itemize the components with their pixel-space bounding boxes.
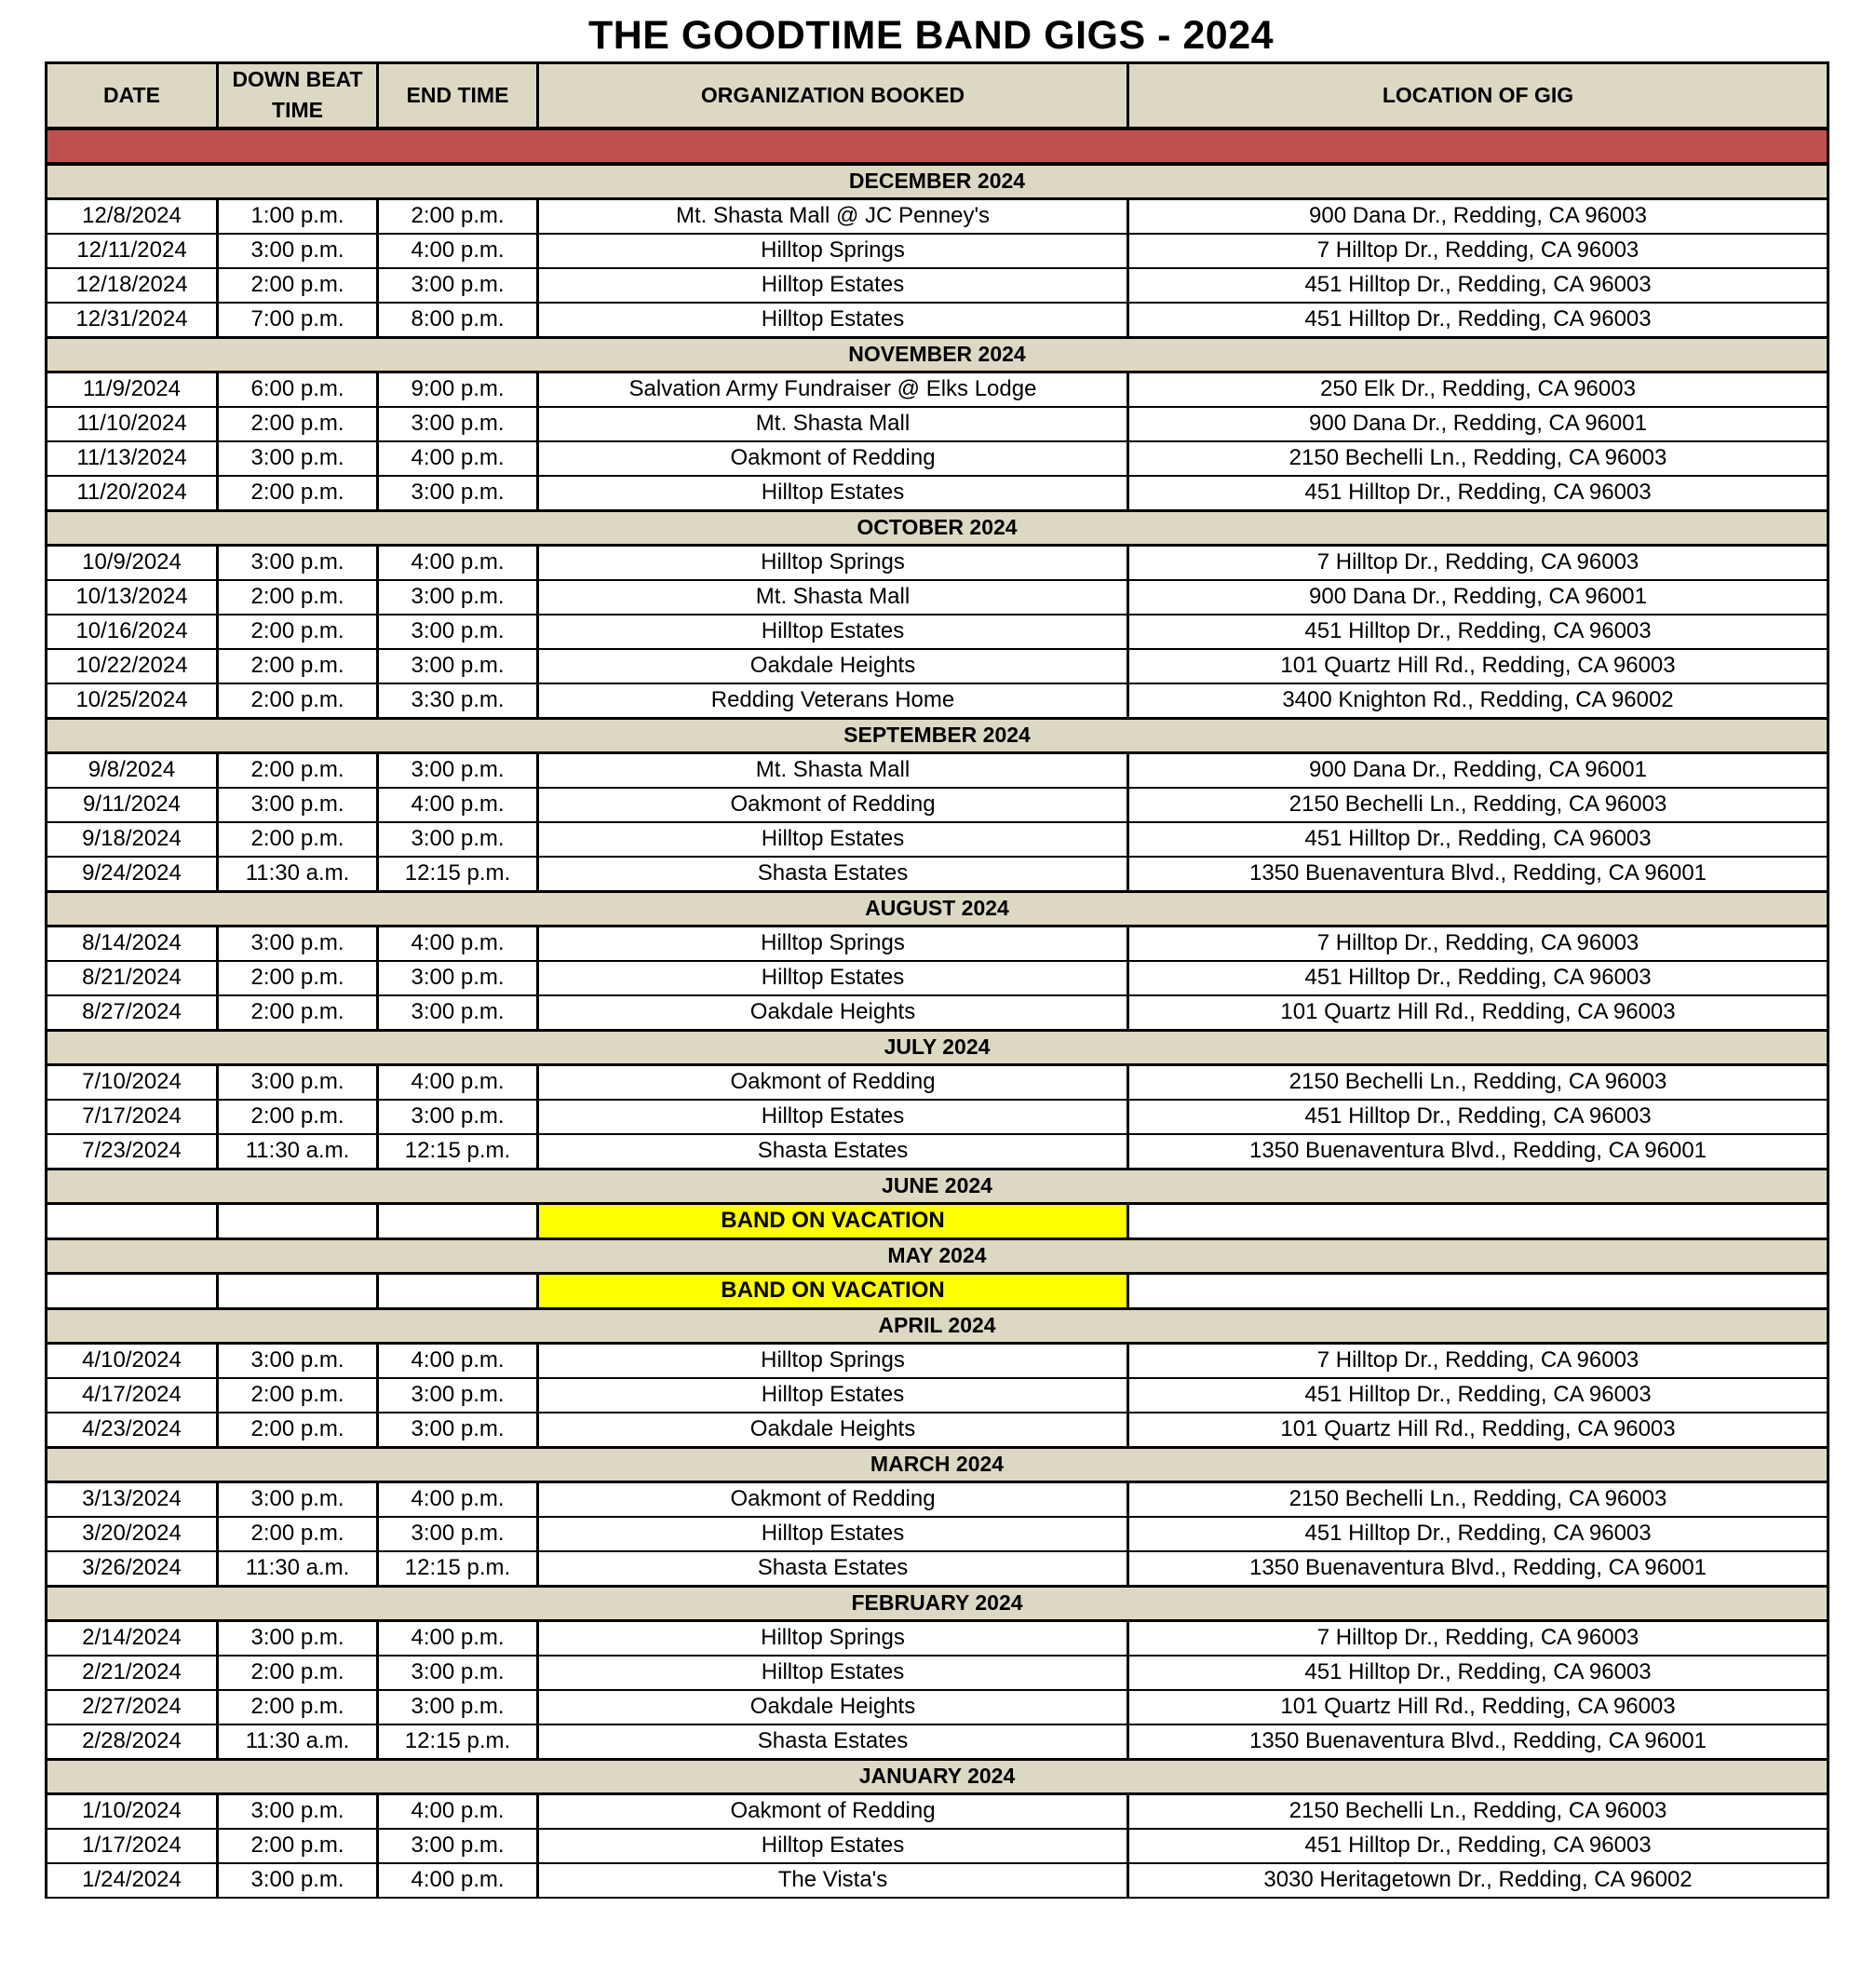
red-divider-cell	[47, 128, 1828, 164]
gig-end-time-cell: 2:00 p.m.	[378, 198, 538, 234]
gig-location-cell: 900 Dana Dr., Redding, CA 96001	[1128, 752, 1828, 788]
month-label-november-2024: NOVEMBER 2024	[47, 337, 1828, 372]
gig-date-cell: 4/10/2024	[47, 1343, 218, 1378]
gig-row	[47, 788, 1828, 822]
gig-location-cell: 451 Hilltop Dr., Redding, CA 96003	[1128, 476, 1828, 511]
gig-date-cell: 9/8/2024	[47, 752, 218, 788]
gig-end-time-cell: 3:00 p.m.	[378, 822, 538, 857]
gig-down-beat-time-cell: 11:30 a.m.	[218, 1551, 378, 1587]
gig-row	[47, 198, 1828, 234]
gig-organization-cell: Mt. Shasta Mall @ JC Penney's	[538, 198, 1128, 234]
gig-date-cell: 7/23/2024	[47, 1134, 218, 1170]
vacation-note: BAND ON VACATION	[538, 1273, 1128, 1308]
month-label-june-2024: JUNE 2024	[47, 1169, 1828, 1203]
empty-cell	[218, 1203, 378, 1238]
gig-end-time-cell: 3:00 p.m.	[378, 1413, 538, 1448]
month-label-january-2024: JANUARY 2024	[47, 1759, 1828, 1793]
gig-organization-cell: Oakdale Heights	[538, 1413, 1128, 1448]
gig-down-beat-time-cell: 2:00 p.m.	[218, 822, 378, 857]
gig-organization-cell: Shasta Estates	[538, 857, 1128, 892]
month-header-row	[47, 1447, 1828, 1481]
gig-down-beat-time-cell: 3:00 p.m.	[218, 1863, 378, 1898]
month-label-september-2024: SEPTEMBER 2024	[47, 718, 1828, 752]
gig-row	[47, 1343, 1828, 1378]
gig-organization-cell: Hilltop Springs	[538, 926, 1128, 961]
gig-end-time-cell: 3:00 p.m.	[378, 407, 538, 441]
gig-down-beat-time-cell: 2:00 p.m.	[218, 1413, 378, 1448]
gig-end-time-cell: 9:00 p.m.	[378, 372, 538, 407]
gig-location-cell: 900 Dana Dr., Redding, CA 96001	[1128, 407, 1828, 441]
month-header-row	[47, 1030, 1828, 1064]
gig-location-cell: 451 Hilltop Dr., Redding, CA 96003	[1128, 1829, 1828, 1863]
gig-organization-cell: Hilltop Estates	[538, 1378, 1128, 1413]
gig-down-beat-time-cell: 2:00 p.m.	[218, 1517, 378, 1551]
gig-date-cell: 9/24/2024	[47, 857, 218, 892]
gig-location-cell: 451 Hilltop Dr., Redding, CA 96003	[1128, 303, 1828, 338]
gig-date-cell: 10/22/2024	[47, 649, 218, 683]
gig-end-time-cell: 4:00 p.m.	[378, 441, 538, 476]
gig-location-cell: 2150 Bechelli Ln., Redding, CA 96003	[1128, 1064, 1828, 1100]
gig-end-time-cell: 3:00 p.m.	[378, 1656, 538, 1690]
month-header-row	[47, 1586, 1828, 1620]
gig-location-cell: 250 Elk Dr., Redding, CA 96003	[1128, 372, 1828, 407]
gig-date-cell: 4/17/2024	[47, 1378, 218, 1413]
gig-row	[47, 580, 1828, 615]
gig-date-cell: 8/14/2024	[47, 926, 218, 961]
gig-down-beat-time-cell: 2:00 p.m.	[218, 615, 378, 649]
gig-row	[47, 1413, 1828, 1448]
gig-organization-cell: Hilltop Springs	[538, 1343, 1128, 1378]
gig-row	[47, 1620, 1828, 1656]
gig-row	[47, 649, 1828, 683]
month-label-july-2024: JULY 2024	[47, 1030, 1828, 1064]
gig-end-time-cell: 4:00 p.m.	[378, 1481, 538, 1517]
gig-date-cell: 8/27/2024	[47, 995, 218, 1031]
gig-date-cell: 10/13/2024	[47, 580, 218, 615]
gig-row	[47, 995, 1828, 1031]
gig-date-cell: 2/21/2024	[47, 1656, 218, 1690]
gigs-table	[45, 61, 1829, 1899]
gig-location-cell: 3400 Knighton Rd., Redding, CA 96002	[1128, 683, 1828, 719]
month-header-row	[47, 337, 1828, 372]
gig-date-cell: 2/28/2024	[47, 1724, 218, 1760]
gig-date-cell: 7/10/2024	[47, 1064, 218, 1100]
gig-row	[47, 752, 1828, 788]
gig-row	[47, 615, 1828, 649]
gig-down-beat-time-cell: 2:00 p.m.	[218, 1378, 378, 1413]
header-down-beat-time: DOWN BEAT TIME	[218, 63, 378, 128]
gig-date-cell: 10/25/2024	[47, 683, 218, 719]
gig-down-beat-time-cell: 3:00 p.m.	[218, 1793, 378, 1829]
gig-organization-cell: Hilltop Estates	[538, 476, 1128, 511]
gig-location-cell: 1350 Buenaventura Blvd., Redding, CA 96001	[1128, 1134, 1828, 1170]
gig-location-cell: 2150 Bechelli Ln., Redding, CA 96003	[1128, 1481, 1828, 1517]
gig-down-beat-time-cell: 3:00 p.m.	[218, 1343, 378, 1378]
gig-organization-cell: Mt. Shasta Mall	[538, 752, 1128, 788]
gig-end-time-cell: 4:00 p.m.	[378, 545, 538, 580]
month-label-may-2024: MAY 2024	[47, 1238, 1828, 1273]
gig-date-cell: 12/18/2024	[47, 268, 218, 303]
gig-end-time-cell: 4:00 p.m.	[378, 1863, 538, 1898]
gig-down-beat-time-cell: 2:00 p.m.	[218, 476, 378, 511]
month-label-october-2024: OCTOBER 2024	[47, 510, 1828, 545]
vacation-row	[47, 1203, 1828, 1238]
gig-row	[47, 1724, 1828, 1760]
gig-end-time-cell: 4:00 p.m.	[378, 1064, 538, 1100]
gig-organization-cell: Hilltop Estates	[538, 1829, 1128, 1863]
gig-end-time-cell: 4:00 p.m.	[378, 1343, 538, 1378]
gig-organization-cell: Oakmont of Redding	[538, 1793, 1128, 1829]
header-end-time: END TIME	[378, 63, 538, 128]
gig-organization-cell: Redding Veterans Home	[538, 683, 1128, 719]
gig-down-beat-time-cell: 3:00 p.m.	[218, 1064, 378, 1100]
gig-row	[47, 407, 1828, 441]
gig-location-cell: 451 Hilltop Dr., Redding, CA 96003	[1128, 1517, 1828, 1551]
gig-down-beat-time-cell: 2:00 p.m.	[218, 1656, 378, 1690]
gig-down-beat-time-cell: 3:00 p.m.	[218, 1620, 378, 1656]
month-header-row	[47, 510, 1828, 545]
gig-location-cell: 2150 Bechelli Ln., Redding, CA 96003	[1128, 788, 1828, 822]
gig-end-time-cell: 3:00 p.m.	[378, 268, 538, 303]
month-label-march-2024: MARCH 2024	[47, 1447, 1828, 1481]
gig-location-cell: 101 Quartz Hill Rd., Redding, CA 96003	[1128, 995, 1828, 1031]
gig-down-beat-time-cell: 6:00 p.m.	[218, 372, 378, 407]
gig-down-beat-time-cell: 1:00 p.m.	[218, 198, 378, 234]
gig-row	[47, 1690, 1828, 1724]
gig-date-cell: 1/17/2024	[47, 1829, 218, 1863]
gig-location-cell: 7 Hilltop Dr., Redding, CA 96003	[1128, 234, 1828, 268]
gig-date-cell: 10/16/2024	[47, 615, 218, 649]
gig-location-cell: 451 Hilltop Dr., Redding, CA 96003	[1128, 822, 1828, 857]
gig-organization-cell: Hilltop Estates	[538, 961, 1128, 995]
gig-location-cell: 900 Dana Dr., Redding, CA 96001	[1128, 580, 1828, 615]
gig-row	[47, 926, 1828, 961]
gig-down-beat-time-cell: 11:30 a.m.	[218, 857, 378, 892]
gig-end-time-cell: 4:00 p.m.	[378, 926, 538, 961]
gig-down-beat-time-cell: 11:30 a.m.	[218, 1724, 378, 1760]
gig-row	[47, 822, 1828, 857]
gig-row	[47, 1656, 1828, 1690]
gig-down-beat-time-cell: 2:00 p.m.	[218, 1690, 378, 1724]
gig-organization-cell: Oakmont of Redding	[538, 441, 1128, 476]
gig-end-time-cell: 12:15 p.m.	[378, 857, 538, 892]
gig-date-cell: 12/31/2024	[47, 303, 218, 338]
gig-end-time-cell: 3:00 p.m.	[378, 476, 538, 511]
gig-down-beat-time-cell: 2:00 p.m.	[218, 995, 378, 1031]
gig-location-cell: 7 Hilltop Dr., Redding, CA 96003	[1128, 1343, 1828, 1378]
month-label-april-2024: APRIL 2024	[47, 1308, 1828, 1343]
gig-end-time-cell: 4:00 p.m.	[378, 788, 538, 822]
gig-organization-cell: Oakdale Heights	[538, 1690, 1128, 1724]
gig-row	[47, 303, 1828, 338]
gig-organization-cell: Hilltop Estates	[538, 268, 1128, 303]
month-header-row	[47, 718, 1828, 752]
gig-end-time-cell: 3:00 p.m.	[378, 995, 538, 1031]
gig-organization-cell: Shasta Estates	[538, 1551, 1128, 1587]
gig-date-cell: 3/13/2024	[47, 1481, 218, 1517]
gig-organization-cell: The Vista's	[538, 1863, 1128, 1898]
header-row	[47, 63, 1828, 128]
gig-organization-cell: Oakmont of Redding	[538, 1064, 1128, 1100]
gig-location-cell: 7 Hilltop Dr., Redding, CA 96003	[1128, 545, 1828, 580]
gig-organization-cell: Oakmont of Redding	[538, 788, 1128, 822]
month-header-row	[47, 891, 1828, 926]
gig-date-cell: 11/10/2024	[47, 407, 218, 441]
gig-down-beat-time-cell: 3:00 p.m.	[218, 1481, 378, 1517]
gig-down-beat-time-cell: 2:00 p.m.	[218, 580, 378, 615]
gig-date-cell: 1/10/2024	[47, 1793, 218, 1829]
gig-end-time-cell: 3:00 p.m.	[378, 1378, 538, 1413]
gig-end-time-cell: 3:00 p.m.	[378, 615, 538, 649]
gig-location-cell: 7 Hilltop Dr., Redding, CA 96003	[1128, 1620, 1828, 1656]
gig-location-cell: 900 Dana Dr., Redding, CA 96003	[1128, 198, 1828, 234]
gig-date-cell: 12/8/2024	[47, 198, 218, 234]
gig-row	[47, 961, 1828, 995]
gig-location-cell: 451 Hilltop Dr., Redding, CA 96003	[1128, 1656, 1828, 1690]
gig-end-time-cell: 3:00 p.m.	[378, 1100, 538, 1134]
gig-down-beat-time-cell: 2:00 p.m.	[218, 407, 378, 441]
gig-end-time-cell: 12:15 p.m.	[378, 1724, 538, 1760]
gig-date-cell: 12/11/2024	[47, 234, 218, 268]
vacation-note: BAND ON VACATION	[538, 1203, 1128, 1238]
header-organization-booked: ORGANIZATION BOOKED	[538, 63, 1128, 128]
gig-row	[47, 1064, 1828, 1100]
gig-row	[47, 476, 1828, 511]
gig-row	[47, 1793, 1828, 1829]
gig-location-cell: 7 Hilltop Dr., Redding, CA 96003	[1128, 926, 1828, 961]
gig-location-cell: 101 Quartz Hill Rd., Redding, CA 96003	[1128, 1413, 1828, 1448]
month-header-row	[47, 1759, 1828, 1793]
gig-date-cell: 3/20/2024	[47, 1517, 218, 1551]
gig-down-beat-time-cell: 2:00 p.m.	[218, 1100, 378, 1134]
gig-organization-cell: Mt. Shasta Mall	[538, 407, 1128, 441]
gig-organization-cell: Hilltop Estates	[538, 822, 1128, 857]
gig-date-cell: 2/27/2024	[47, 1690, 218, 1724]
month-header-row	[47, 164, 1828, 199]
gig-date-cell: 1/24/2024	[47, 1863, 218, 1898]
gig-location-cell: 2150 Bechelli Ln., Redding, CA 96003	[1128, 1793, 1828, 1829]
gig-organization-cell: Oakdale Heights	[538, 995, 1128, 1031]
empty-cell	[1128, 1273, 1828, 1308]
gig-organization-cell: Hilltop Springs	[538, 234, 1128, 268]
header-date: DATE	[47, 63, 218, 128]
gig-row	[47, 1551, 1828, 1587]
gig-organization-cell: Salvation Army Fundraiser @ Elks Lodge	[538, 372, 1128, 407]
gig-organization-cell: Hilltop Springs	[538, 1620, 1128, 1656]
gig-end-time-cell: 3:00 p.m.	[378, 752, 538, 788]
gig-row	[47, 372, 1828, 407]
gig-end-time-cell: 8:00 p.m.	[378, 303, 538, 338]
gig-row	[47, 1829, 1828, 1863]
gig-row	[47, 268, 1828, 303]
month-label-december-2024: DECEMBER 2024	[47, 164, 1828, 199]
gig-date-cell: 9/18/2024	[47, 822, 218, 857]
gig-row	[47, 1863, 1828, 1898]
gig-row	[47, 545, 1828, 580]
gig-row	[47, 1100, 1828, 1134]
gig-organization-cell: Shasta Estates	[538, 1724, 1128, 1760]
gig-down-beat-time-cell: 2:00 p.m.	[218, 752, 378, 788]
gig-down-beat-time-cell: 11:30 a.m.	[218, 1134, 378, 1170]
gig-down-beat-time-cell: 3:00 p.m.	[218, 545, 378, 580]
gig-end-time-cell: 12:15 p.m.	[378, 1551, 538, 1587]
gig-date-cell: 3/26/2024	[47, 1551, 218, 1587]
gig-date-cell: 11/9/2024	[47, 372, 218, 407]
month-header-row	[47, 1238, 1828, 1273]
gig-end-time-cell: 4:00 p.m.	[378, 1620, 538, 1656]
gig-organization-cell: Shasta Estates	[538, 1134, 1128, 1170]
gig-end-time-cell: 4:00 p.m.	[378, 234, 538, 268]
gig-end-time-cell: 3:00 p.m.	[378, 1517, 538, 1551]
gig-date-cell: 4/23/2024	[47, 1413, 218, 1448]
gig-location-cell: 3030 Heritagetown Dr., Redding, CA 96002	[1128, 1863, 1828, 1898]
gig-organization-cell: Hilltop Springs	[538, 545, 1128, 580]
empty-cell	[218, 1273, 378, 1308]
empty-cell	[47, 1203, 218, 1238]
gig-end-time-cell: 12:15 p.m.	[378, 1134, 538, 1170]
gig-row	[47, 857, 1828, 892]
gig-down-beat-time-cell: 3:00 p.m.	[218, 441, 378, 476]
gig-end-time-cell: 3:00 p.m.	[378, 961, 538, 995]
gig-organization-cell: Hilltop Estates	[538, 303, 1128, 338]
gig-location-cell: 451 Hilltop Dr., Redding, CA 96003	[1128, 1378, 1828, 1413]
gig-organization-cell: Oakdale Heights	[538, 649, 1128, 683]
gigs-table-body	[47, 128, 1828, 1898]
vacation-row	[47, 1273, 1828, 1308]
gig-end-time-cell: 3:30 p.m.	[378, 683, 538, 719]
gig-location-cell: 451 Hilltop Dr., Redding, CA 96003	[1128, 268, 1828, 303]
gig-location-cell: 1350 Buenaventura Blvd., Redding, CA 96001	[1128, 857, 1828, 892]
gig-organization-cell: Hilltop Estates	[538, 1656, 1128, 1690]
page-title: THE GOODTIME BAND GIGS - 2024	[587, 13, 1275, 58]
gig-row	[47, 683, 1828, 719]
gig-row	[47, 1134, 1828, 1170]
month-label-august-2024: AUGUST 2024	[47, 891, 1828, 926]
gig-organization-cell: Hilltop Estates	[538, 1517, 1128, 1551]
gig-end-time-cell: 3:00 p.m.	[378, 649, 538, 683]
empty-cell	[378, 1273, 538, 1308]
gig-location-cell: 101 Quartz Hill Rd., Redding, CA 96003	[1128, 649, 1828, 683]
gig-down-beat-time-cell: 7:00 p.m.	[218, 303, 378, 338]
gig-row	[47, 1517, 1828, 1551]
gig-organization-cell: Hilltop Estates	[538, 615, 1128, 649]
gig-down-beat-time-cell: 2:00 p.m.	[218, 649, 378, 683]
empty-cell	[1128, 1203, 1828, 1238]
gig-date-cell: 10/9/2024	[47, 545, 218, 580]
gig-end-time-cell: 3:00 p.m.	[378, 580, 538, 615]
gig-end-time-cell: 4:00 p.m.	[378, 1793, 538, 1829]
month-label-february-2024: FEBRUARY 2024	[47, 1586, 1828, 1620]
gig-organization-cell: Mt. Shasta Mall	[538, 580, 1128, 615]
gig-down-beat-time-cell: 3:00 p.m.	[218, 234, 378, 268]
red-divider-bar	[47, 128, 1828, 164]
gig-date-cell: 8/21/2024	[47, 961, 218, 995]
gig-date-cell: 11/13/2024	[47, 441, 218, 476]
gig-end-time-cell: 3:00 p.m.	[378, 1829, 538, 1863]
gig-location-cell: 2150 Bechelli Ln., Redding, CA 96003	[1128, 441, 1828, 476]
gig-down-beat-time-cell: 2:00 p.m.	[218, 268, 378, 303]
gig-organization-cell: Hilltop Estates	[538, 1100, 1128, 1134]
gig-location-cell: 101 Quartz Hill Rd., Redding, CA 96003	[1128, 1690, 1828, 1724]
gig-date-cell: 7/17/2024	[47, 1100, 218, 1134]
month-header-row	[47, 1169, 1828, 1203]
gig-row	[47, 1378, 1828, 1413]
gig-end-time-cell: 3:00 p.m.	[378, 1690, 538, 1724]
gig-down-beat-time-cell: 2:00 p.m.	[218, 1829, 378, 1863]
gig-down-beat-time-cell: 2:00 p.m.	[218, 961, 378, 995]
gig-location-cell: 451 Hilltop Dr., Redding, CA 96003	[1128, 615, 1828, 649]
gig-down-beat-time-cell: 3:00 p.m.	[218, 788, 378, 822]
gig-row	[47, 1481, 1828, 1517]
gig-location-cell: 1350 Buenaventura Blvd., Redding, CA 96001	[1128, 1551, 1828, 1587]
gig-location-cell: 1350 Buenaventura Blvd., Redding, CA 96001	[1128, 1724, 1828, 1760]
empty-cell	[378, 1203, 538, 1238]
gig-date-cell: 2/14/2024	[47, 1620, 218, 1656]
gig-row	[47, 441, 1828, 476]
header-location-of-gig: LOCATION OF GIG	[1128, 63, 1828, 128]
gig-down-beat-time-cell: 3:00 p.m.	[218, 926, 378, 961]
month-header-row	[47, 1308, 1828, 1343]
gig-down-beat-time-cell: 2:00 p.m.	[218, 683, 378, 719]
gig-date-cell: 11/20/2024	[47, 476, 218, 511]
gig-row	[47, 234, 1828, 268]
gig-date-cell: 9/11/2024	[47, 788, 218, 822]
gig-location-cell: 451 Hilltop Dr., Redding, CA 96003	[1128, 961, 1828, 995]
gig-organization-cell: Oakmont of Redding	[538, 1481, 1128, 1517]
empty-cell	[47, 1273, 218, 1308]
gig-location-cell: 451 Hilltop Dr., Redding, CA 96003	[1128, 1100, 1828, 1134]
